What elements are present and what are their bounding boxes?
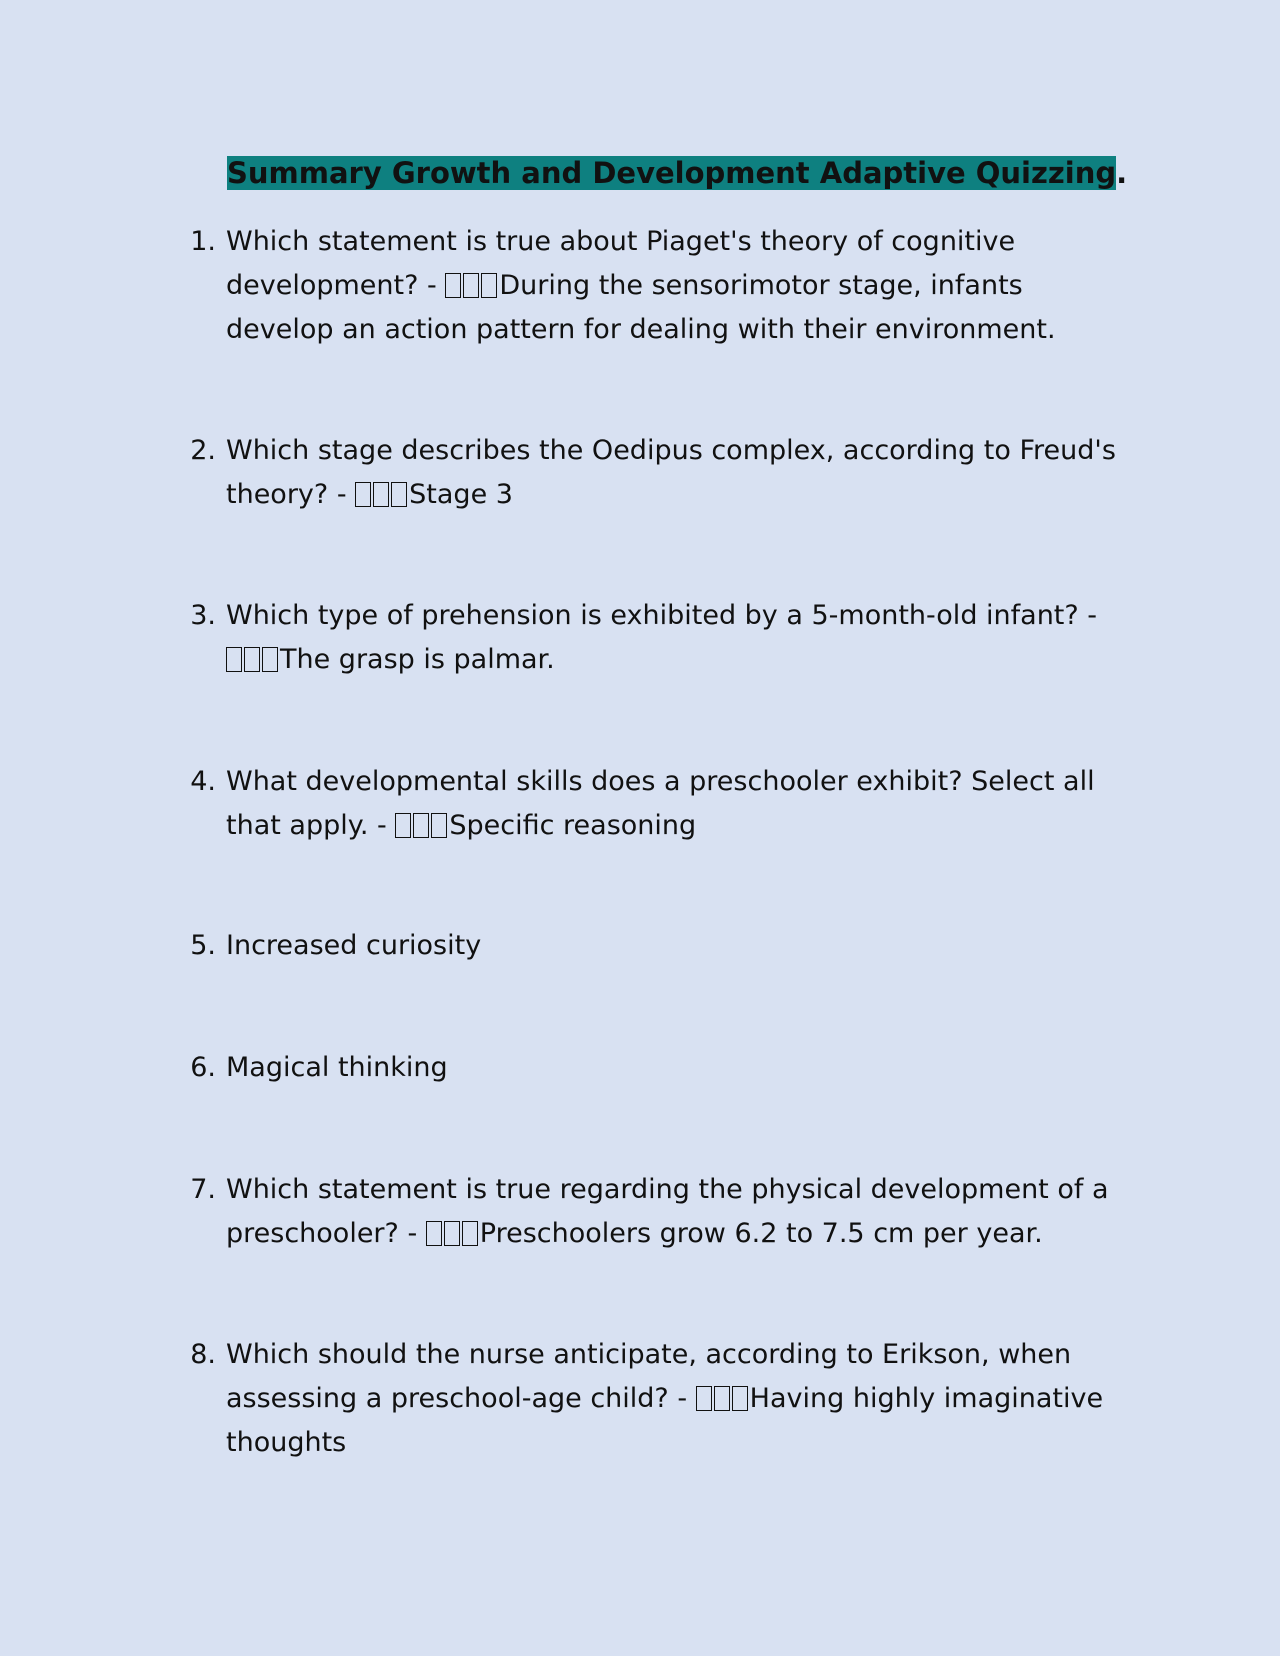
missing-glyph-icon [481,273,497,298]
missing-glyph-icon [462,1221,478,1246]
answer-text: Specific reasoning [449,810,697,841]
item-text [226,1333,1120,1465]
list-item [180,1333,1120,1465]
question-text: Which type of prehension is exhibited by a 5-month-old infant? - [226,600,1098,631]
item-number: 2. [190,435,216,466]
list-item [180,924,1120,968]
item-number: 7. [190,1174,216,1205]
item-number: 3. [190,600,216,631]
item-number: 6. [190,1052,216,1083]
missing-glyph-icon [413,813,429,838]
list-item [180,1168,1120,1256]
missing-glyph-icon [445,273,461,298]
missing-glyph-icon [426,1221,442,1246]
item-text [226,924,1120,968]
list-item [180,429,1120,517]
item-text [226,760,1120,848]
answer-text: The grasp is palmar. [280,644,555,675]
item-text [226,1046,1120,1090]
missing-glyph-icon [463,273,479,298]
missing-glyph-icon [431,813,447,838]
missing-glyph-icon [373,482,389,507]
document-title [227,150,1127,196]
missing-glyph-icon [395,813,411,838]
missing-glyph-icon [391,482,407,507]
item-number: 4. [190,766,216,797]
answer-text: Preschoolers grow 6.2 to 7.5 cm per year. [479,1218,1043,1249]
answer-text: Having highly imaginative thoughts [226,1383,1104,1458]
title-highlight: Summary Growth and Development Adaptive Quizzing [227,156,1117,190]
item-text [226,1168,1120,1256]
list-item [180,760,1120,848]
title-period: . [1116,156,1128,190]
question-text: Increased curiosity [226,930,482,961]
question-text: Which statement is true about Piaget's theory of cognitive development? - [226,226,1016,301]
missing-glyph-icon [226,647,242,672]
list-item [180,220,1120,352]
list-item [180,1046,1120,1090]
item-text [226,594,1120,682]
item-number: 8. [190,1339,216,1370]
missing-glyph-icon [732,1386,748,1411]
item-text [226,220,1120,352]
list-item [180,594,1120,682]
question-text: Magical thinking [226,1052,448,1083]
question-text: Which stage describes the Oedipus complex, according to Freud's theory? - [226,435,1116,510]
missing-glyph-icon [355,482,371,507]
missing-glyph-icon [262,647,278,672]
item-number: 5. [190,930,216,961]
answer-text: Stage 3 [409,479,513,510]
item-number: 1. [190,226,216,257]
missing-glyph-icon [714,1386,730,1411]
missing-glyph-icon [244,647,260,672]
missing-glyph-icon [444,1221,460,1246]
missing-glyph-icon [696,1386,712,1411]
item-text [226,429,1120,517]
answer-text: During the sensorimotor stage, infants develop an action pattern for dealing with their environment. [226,270,1056,345]
question-text: What developmental skills does a preschooler exhibit? Select all that apply. - [226,766,1095,841]
question-text: Which should the nurse anticipate, according to Erikson, when assessing a preschool-age child? - [226,1339,1072,1414]
question-text: Which statement is true regarding the physical development of a preschooler? - [226,1174,1109,1249]
